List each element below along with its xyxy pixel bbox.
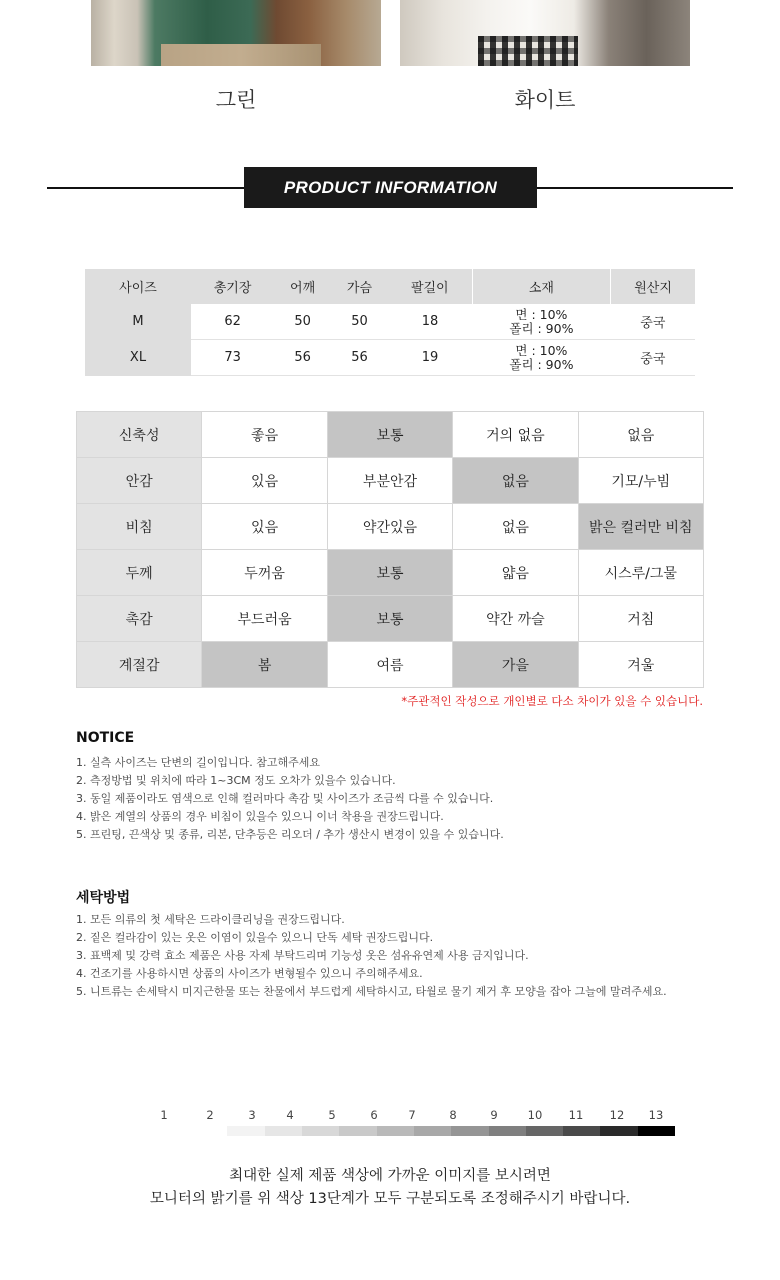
- header-origin: 원산지: [611, 269, 695, 304]
- scale-label: 3: [248, 1108, 256, 1122]
- length-cell: 62: [191, 304, 274, 340]
- notice-title: NOTICE: [76, 730, 135, 746]
- size-table-header: [85, 269, 695, 304]
- list-item: 5. 니트류는 손세탁시 미지근한물 또는 찬물에서 부드럽게 세탁하시고, 타월로 물기 제거 후 모양을 잡아 그늘에 말려주세요.: [76, 985, 667, 998]
- feature-option: 시스루/그물: [578, 550, 703, 596]
- material-cell: [472, 340, 611, 376]
- list-item: 3. 동일 제품이라도 염색으로 인해 컬러마다 촉감 및 사이즈가 조금씩 다를 수 있습니다.: [76, 792, 494, 805]
- scale-label: 9: [490, 1108, 498, 1122]
- feature-option-selected: 가을: [453, 642, 578, 688]
- material-poly: 폴리 : 90%: [509, 320, 574, 336]
- scale-swatch-5: [339, 1126, 376, 1136]
- feature-option: 기모/누빔: [578, 458, 703, 504]
- scale-label: 1: [160, 1108, 168, 1122]
- color-label-white: 화이트: [514, 88, 576, 112]
- list-item: 3. 표백제 및 강력 효소 제품은 사용 자제 부탁드리며 기능성 옷은 섬유유연제 사용 금지입니다.: [76, 949, 529, 962]
- scale-swatch-8: [451, 1126, 488, 1136]
- header-material: 소재: [472, 269, 611, 304]
- feature-name: 촉감: [77, 596, 202, 642]
- scale-label: 11: [568, 1108, 584, 1122]
- chest-cell: 50: [331, 304, 388, 340]
- feature-option-selected: 보통: [327, 412, 452, 458]
- feature-name: 비침: [77, 504, 202, 550]
- feature-option: 없음: [453, 504, 578, 550]
- monitor-notice-line: 최대한 실제 제품 색상에 가까운 이미지를 보시려면: [229, 1168, 551, 1184]
- feature-option: 없음: [578, 412, 703, 458]
- feature-name: 두께: [77, 550, 202, 596]
- material-cotton: 면 : 10%: [515, 342, 568, 358]
- scale-swatch-6: [377, 1126, 414, 1136]
- origin-cell: 중국: [611, 340, 695, 376]
- feature-option: 여름: [327, 642, 452, 688]
- list-item: 1. 모든 의류의 첫 세탁은 드라이클리닝을 권장드립니다.: [76, 913, 345, 926]
- feature-table: [76, 411, 704, 688]
- header-sleeve: 팔길이: [388, 269, 472, 304]
- feature-option: 거의 없음: [453, 412, 578, 458]
- scale-label: 13: [648, 1108, 664, 1122]
- feature-row-stretch: [77, 412, 704, 458]
- feature-option-selected: 없음: [453, 458, 578, 504]
- scale-swatch-2: [227, 1126, 264, 1136]
- header-shoulder: 어깨: [274, 269, 331, 304]
- size-cell: M: [85, 304, 191, 340]
- feature-option: 약간 까슬: [453, 596, 578, 642]
- feature-option: 거침: [578, 596, 703, 642]
- scale-label: 6: [370, 1108, 378, 1122]
- scale-swatch-10: [526, 1126, 563, 1136]
- shoulder-cell: 56: [274, 340, 331, 376]
- feature-name: 계절감: [77, 642, 202, 688]
- feature-name: 안감: [77, 458, 202, 504]
- feature-option: 얇음: [453, 550, 578, 596]
- scale-swatch-3: [265, 1126, 302, 1136]
- material-cell: [472, 304, 611, 340]
- scale-swatch-9: [489, 1126, 526, 1136]
- material-cotton: 면 : 10%: [515, 306, 568, 322]
- list-item: 1. 실측 사이즈는 단변의 길이입니다. 참고해주세요: [76, 756, 320, 769]
- header-length: 총기장: [191, 269, 274, 304]
- feature-option: 있음: [202, 458, 327, 504]
- scale-label: 8: [449, 1108, 457, 1122]
- product-photo-green: [91, 0, 381, 66]
- feature-option: 겨울: [578, 642, 703, 688]
- scale-label: 5: [328, 1108, 336, 1122]
- length-cell: 73: [191, 340, 274, 376]
- scale-swatch-11: [563, 1126, 600, 1136]
- washing-title: 세탁방법: [76, 890, 131, 906]
- subjective-note: *주관적인 작성으로 개인별로 다소 차이가 있을 수 있습니다.: [401, 694, 703, 708]
- feature-option: 부분안감: [327, 458, 452, 504]
- monitor-notice-line: 모니터의 밝기를 위 색상 13단계가 모두 구분되도록 조정해주시기 바랍니다.: [149, 1191, 631, 1207]
- scale-swatch-12: [600, 1126, 637, 1136]
- header-chest: 가슴: [331, 269, 388, 304]
- list-item: 2. 측정방법 및 위치에 따라 1~3CM 정도 오차가 있을수 있습니다.: [76, 774, 396, 787]
- feature-option-selected: 밝은 컬러만 비침: [578, 504, 703, 550]
- list-item: 4. 건조기를 사용하시면 상품의 사이즈가 변형될수 있으니 주의해주세요.: [76, 967, 423, 980]
- chest-cell: 56: [331, 340, 388, 376]
- scale-label: 10: [527, 1108, 543, 1122]
- feature-option: 좋음: [202, 412, 327, 458]
- scale-swatch-4: [302, 1126, 339, 1136]
- material-poly: 폴리 : 90%: [509, 356, 574, 372]
- brightness-scale-bar: [190, 1126, 675, 1136]
- product-photo-white: [400, 0, 690, 66]
- scale-swatch-13: [638, 1126, 675, 1136]
- feature-row-sheerness: [77, 504, 704, 550]
- scale-label: 12: [609, 1108, 625, 1122]
- scale-label: 2: [206, 1108, 214, 1122]
- sleeve-cell: 18: [388, 304, 472, 340]
- list-item: 4. 밝은 계열의 상품의 경우 비침이 있을수 있으니 이너 착용을 권장드립니다.: [76, 810, 444, 823]
- color-label-green: 그린: [215, 88, 257, 112]
- feature-option: 약간있음: [327, 504, 452, 550]
- size-table: [85, 269, 695, 376]
- washing-list: [76, 911, 667, 1001]
- header-size: 사이즈: [85, 269, 191, 304]
- feature-row-lining: [77, 458, 704, 504]
- section-title: PRODUCT INFORMATION: [244, 167, 537, 208]
- monitor-notice: [0, 1165, 780, 1211]
- feature-option-selected: 봄: [202, 642, 327, 688]
- feature-option: 두꺼움: [202, 550, 327, 596]
- scale-swatch-1: [190, 1126, 227, 1136]
- feature-option-selected: 보통: [327, 596, 452, 642]
- notice-list: [76, 754, 504, 844]
- feature-option: 부드러움: [202, 596, 327, 642]
- scale-swatch-7: [414, 1126, 451, 1136]
- shoulder-cell: 50: [274, 304, 331, 340]
- size-cell: XL: [85, 340, 191, 376]
- table-row: [85, 340, 695, 376]
- feature-row-texture: [77, 596, 704, 642]
- sleeve-cell: 19: [388, 340, 472, 376]
- feature-row-thickness: [77, 550, 704, 596]
- scale-label: 7: [408, 1108, 416, 1122]
- scale-label: 4: [286, 1108, 294, 1122]
- brightness-scale-labels: [0, 1108, 780, 1124]
- list-item: 2. 짙은 컬라감이 있는 옷은 이염이 있을수 있으니 단독 세탁 권장드립니다.: [76, 931, 434, 944]
- origin-cell: 중국: [611, 304, 695, 340]
- list-item: 5. 프린팅, 끈색상 및 종류, 리본, 단추등은 리오더 / 추가 생산시 변경이 있을 수 있습니다.: [76, 828, 504, 841]
- feature-row-season: [77, 642, 704, 688]
- feature-name: 신축성: [77, 412, 202, 458]
- feature-option-selected: 보통: [327, 550, 452, 596]
- feature-option: 있음: [202, 504, 327, 550]
- table-row: [85, 304, 695, 340]
